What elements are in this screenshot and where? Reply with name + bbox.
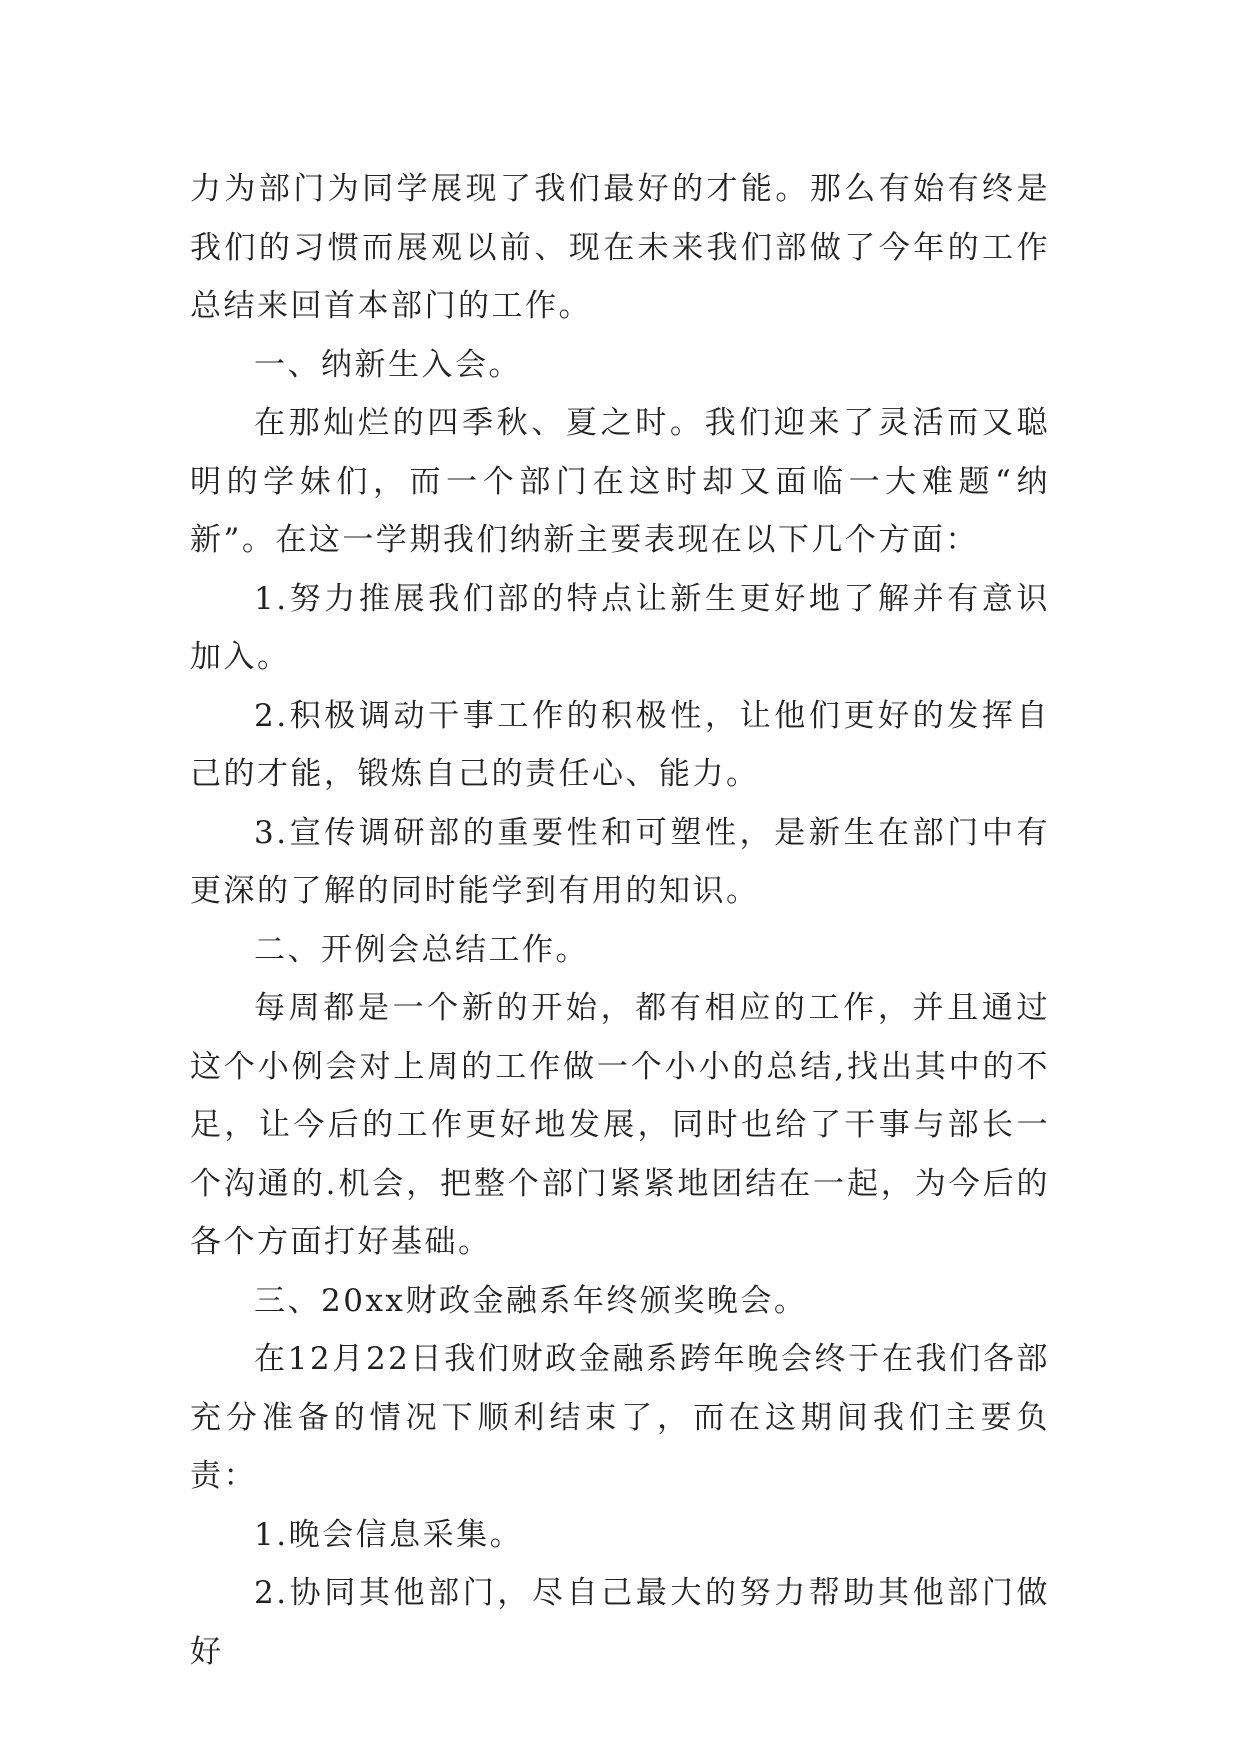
list-item-recruitment-1: 1.努力推展我们部的特点让新生更好地了解并有意识加入。 [190,580,1050,675]
paragraph-gala: 在12月22日我们财政金融系跨年晚会终于在我们各部充分准备的情况下顺利结束了，而在这期间我们主要负责： [190,1341,1050,1494]
paragraph-recruitment: 在那灿烂的四季秋、夏之时。我们迎来了灵活而又聪明的学妹们，而一个部门在这时却又面临一大难题“纳新”。在这一学期我们纳新主要表现在以下几个方面： [190,405,1050,558]
paragraph-meetings: 每周都是一个新的开始，都有相应的工作，并且通过这个小例会对上周的工作做一个小小的总结,找出其中的不足，让今后的工作更好地发展，同时也给了干事与部长一个沟通的.机会，把整个部门紧紧地团结在一起，为今后的各个方面打好基础。 [190,990,1050,1260]
section-heading-meetings: 二、开例会总结工作。 [254,931,589,968]
document-body [190,160,1050,1681]
list-item-recruitment-2: 2.积极调动干事工作的积极性，让他们更好的发挥自己的才能，锻炼自己的责任心、能力。 [190,697,1050,792]
list-item-recruitment-3: 3.宣传调研部的重要性和可塑性，是新生在部门中有更深的了解的同时能学到有用的知识。 [190,814,1050,909]
section-heading-recruitment: 一、纳新生入会。 [254,346,522,383]
list-item-gala-1: 1.晚会信息采集。 [254,1516,524,1553]
list-item-gala-2: 2.协同其他部门，尽自己最大的努力帮助其他部门做好 [190,1575,1050,1670]
section-heading-gala: 三、20xx财政金融系年终颁奖晚会。 [254,1282,808,1319]
paragraph-intro-continuation: 力为部门为同学展现了我们最好的才能。那么有始有终是我们的习惯而展观以前、现在未来我们部做了今年的工作总结来回首本部门的工作。 [190,171,1050,324]
